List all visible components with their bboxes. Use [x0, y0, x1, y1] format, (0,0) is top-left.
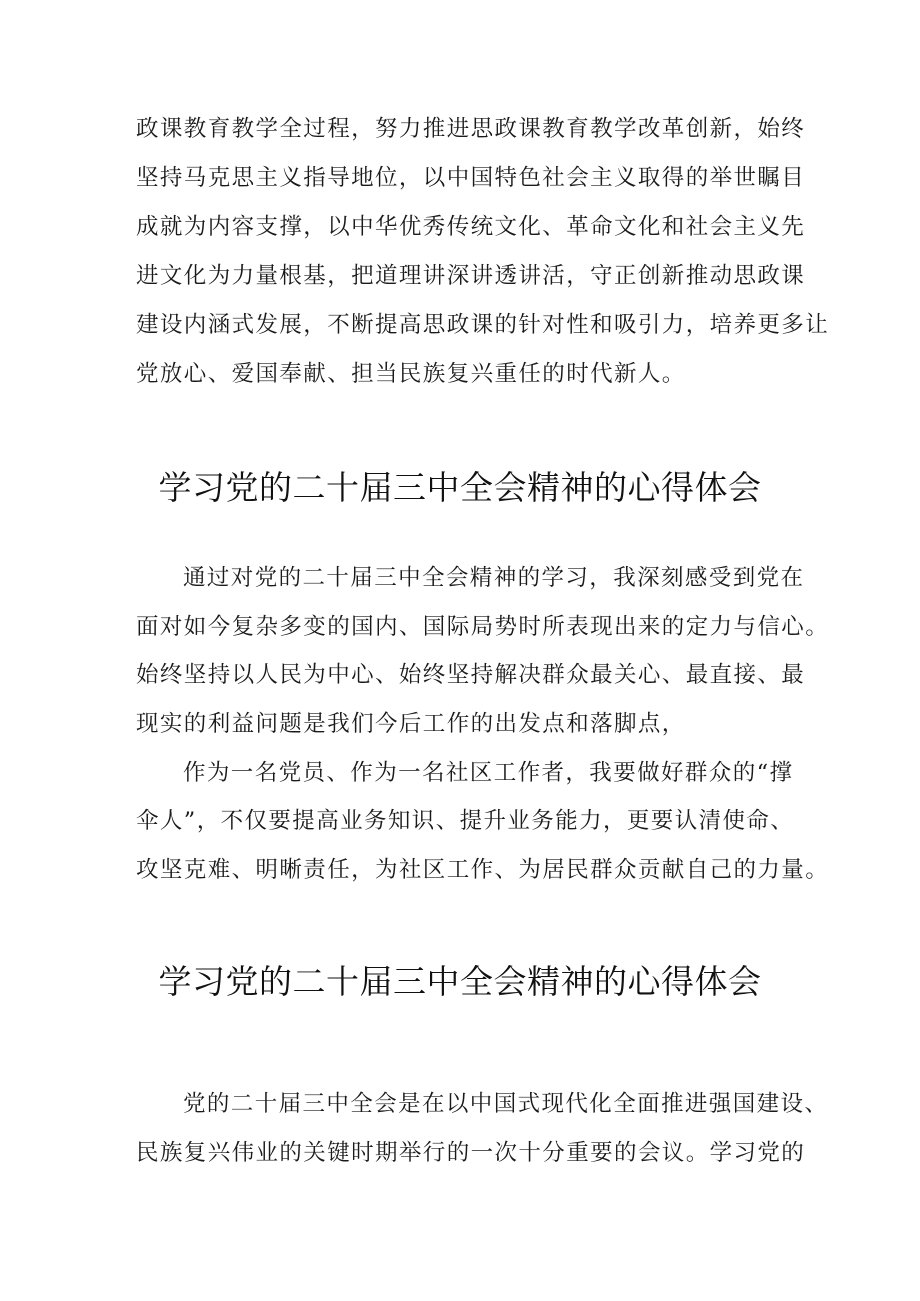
paragraph-line: 进文化为力量根基，把道理讲深讲透讲活，守正创新推动思政课 — [136, 263, 806, 289]
paragraph-line: 攻坚克难、明晰责任，为社区工作、为居民群众贡献自己的力量。 — [136, 857, 830, 883]
paragraph-line: 面对如今复杂多变的国内、国际局势时所表现出来的定力与信心。 — [136, 614, 830, 640]
paragraph-line: 建设内涵式发展，不断提高思政课的针对性和吸引力，培养更多让 — [136, 312, 830, 338]
paragraph-line: 成就为内容支撑，以中华优秀传统文化、革命文化和社会主义先 — [136, 214, 806, 240]
paragraph-line: 作为一名党员、作为一名社区工作者，我要做好群众的“撑 — [183, 760, 794, 786]
paragraph-line: 通过对党的二十届三中全会精神的学习，我深刻感受到党在 — [183, 565, 805, 591]
paragraph-line: 始终坚持以人民为中心、始终坚持解决群众最关心、最直接、最 — [136, 662, 806, 688]
paragraph-line: 政课教育教学全过程，努力推进思政课教育教学改革创新，始终 — [136, 116, 806, 142]
paragraph-line: 党放心、爱国奉献、担当民族复兴重任的时代新人。 — [136, 361, 686, 387]
paragraph-line: 坚持马克思主义指导地位，以中国特色社会主义取得的举世瞩目 — [136, 165, 806, 191]
paragraph-line: 现实的利益问题是我们今后工作的出发点和落脚点， — [136, 711, 686, 737]
section-heading: 学习党的二十届三中全会精神的心得体会 — [158, 468, 762, 507]
paragraph-line: 党的二十届三中全会是在以中国式现代化全面推进强国建设、 — [183, 1091, 829, 1117]
paragraph-line: 民族复兴伟业的关键时期举行的一次十分重要的会议。学习党的 — [136, 1140, 806, 1166]
section-heading: 学习党的二十届三中全会精神的心得体会 — [158, 962, 762, 1001]
paragraph-line: 伞人”，不仅要提高业务知识、提升业务能力，更要认清使命、 — [136, 808, 795, 834]
